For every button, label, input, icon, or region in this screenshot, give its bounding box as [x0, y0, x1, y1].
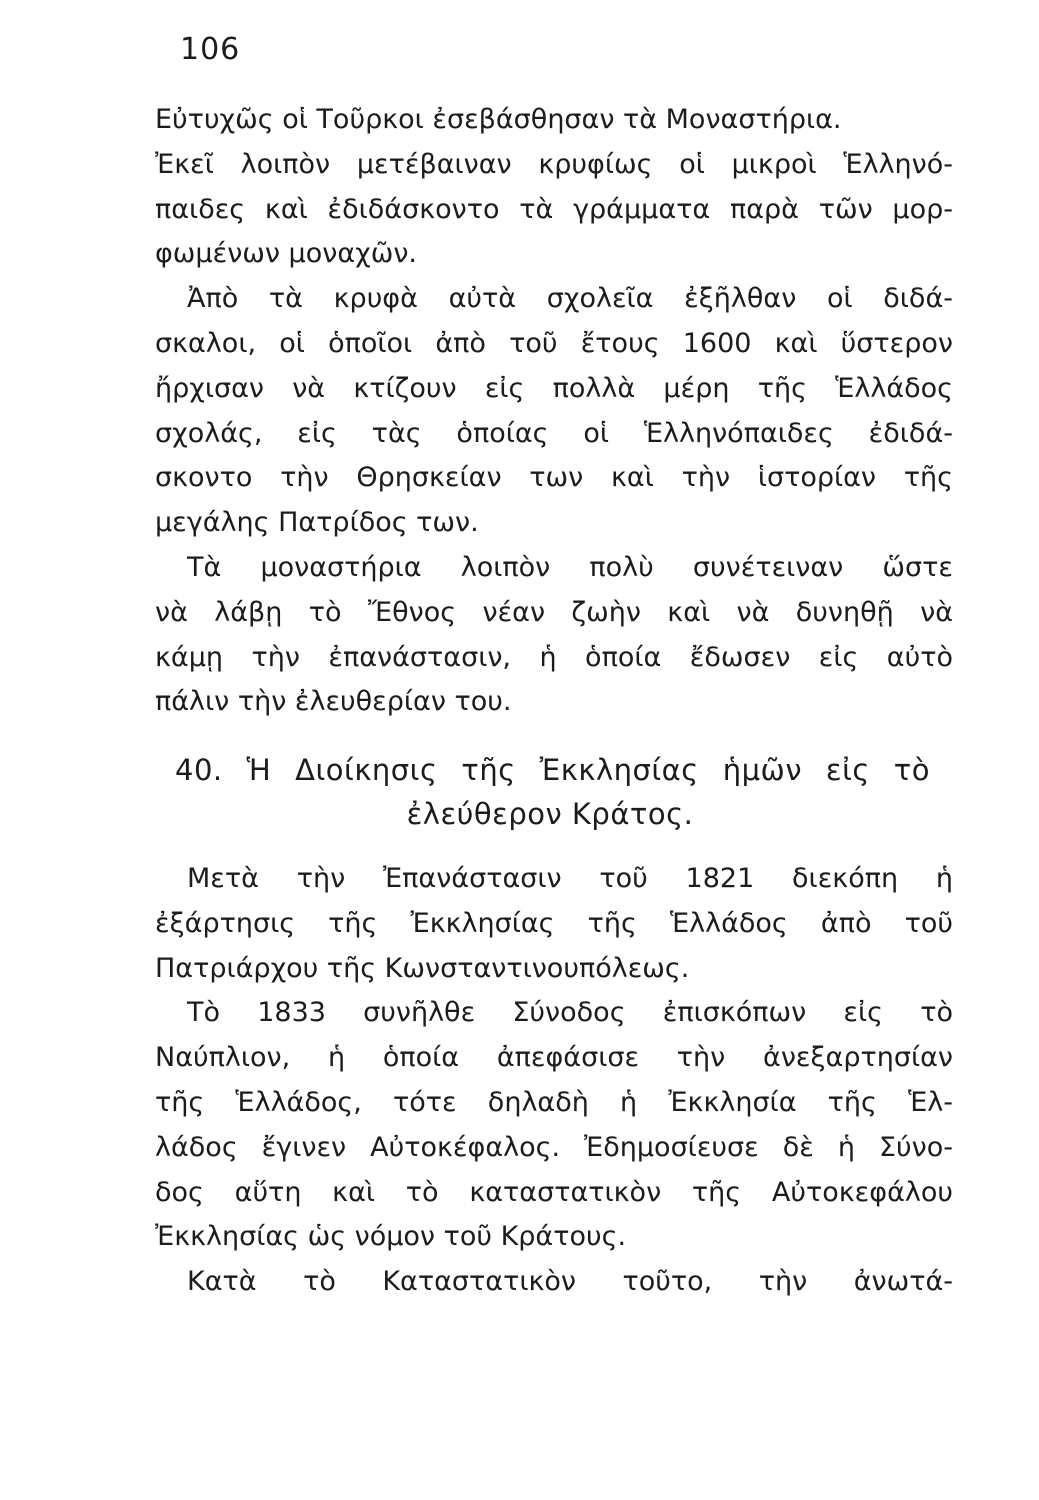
text-block-before-heading: [155, 98, 953, 725]
text-line: παιδες καὶ ἐδιδάσκοντο τὰ γράμματα παρὰ τῶν μορ-: [155, 193, 953, 225]
text-line: Πατριάρχου τῆς Κωνσταντινουπόλεως.: [155, 952, 690, 984]
text-line: μεγάλης Πατρίδος των.: [155, 507, 479, 539]
text-line: φωμένων μοναχῶν.: [155, 238, 417, 270]
text-line: Τὰ μοναστήρια λοιπὸν πολὺ συνέτειναν ὥστε: [187, 551, 953, 583]
paragraph: [155, 546, 953, 725]
paragraph: [155, 991, 953, 1260]
text-line: ἤρχισαν νὰ κτίζουν εἰς πολλὰ μέρη τῆς Ἑλλάδος: [155, 372, 953, 404]
text-line: Μετὰ τὴν Ἐπανάστασιν τοῦ 1821 διεκόπη ἡ: [187, 863, 953, 894]
text-line: λάδος ἔγινεν Αὐτοκέφαλος. Ἐδημοσίευσε δὲ ἡ Σύνο-: [155, 1131, 953, 1163]
text-line: Τὸ 1833 συνῆλθε Σύνοδος ἐπισκόπων εἰς τὸ: [187, 997, 953, 1029]
text-line: Εὐτυχῶς οἱ Τοῦρκοι ἐσεβάσθησαν τὰ Μοναστήρια.: [155, 104, 842, 135]
paragraph: [155, 857, 953, 991]
paragraph: [155, 277, 953, 546]
paragraph: [155, 98, 953, 143]
text-line: Ἀπὸ τὰ κρυφὰ αὐτὰ σχολεῖα ἐξῆλθαν οἱ διδά-: [187, 283, 953, 315]
page-number: 106: [180, 32, 241, 67]
text-line: Ναύπλιον, ἡ ὁποία ἀπεφάσισε τὴν ἀνεξαρτησίαν: [155, 1042, 953, 1074]
section-heading-line: 40. Ἡ Διοίκησις τῆς Ἐκκλησίας ἡμῶν εἰς τὸ: [175, 753, 930, 787]
paragraph: [155, 1260, 953, 1305]
text-block-after-heading: [155, 857, 953, 1305]
text-line: ἐξάρτησις τῆς Ἐκκλησίας τῆς Ἑλλάδος ἀπὸ τοῦ: [155, 907, 953, 939]
text-line: δος αὕτη καὶ τὸ καταστατικὸν τῆς Αὐτοκεφάλου: [155, 1176, 953, 1208]
text-line: σκαλοι, οἱ ὁποῖοι ἀπὸ τοῦ ἔτους 1600 καὶ ὕστερον: [155, 327, 953, 359]
text-line: Κατὰ τὸ Καταστατικὸν τοῦτο, τὴν ἀνωτά-: [187, 1266, 953, 1298]
text-line: κάμῃ τὴν ἐπανάστασιν, ἡ ὁποία ἔδωσεν εἰς αὐτὸ: [155, 641, 953, 673]
text-line: νὰ λάβῃ τὸ Ἔθνος νέαν ζωὴν καὶ νὰ δυνηθῇ νὰ: [155, 596, 953, 628]
text-line: Ἐκκλησίας ὡς νόμον τοῦ Κράτους.: [155, 1221, 627, 1253]
text-line: τῆς Ἑλλάδος, τότε δηλαδὴ ἡ Ἐκκλησία τῆς Ἑλ-: [155, 1086, 953, 1118]
section-heading-line: ἐλεύθερον Κράτος.: [406, 797, 694, 831]
text-line: Ἐκεῖ λοιπὸν μετέβαιναν κρυφίως οἱ μικροὶ Ἑλληνό-: [155, 148, 953, 180]
text-line: σχολάς, εἰς τὰς ὁποίας οἱ Ἑλληνόπαιδες ἐδιδά-: [155, 417, 953, 449]
text-line: πάλιν τὴν ἐλευθερίαν του.: [155, 686, 512, 718]
paragraph: [155, 143, 953, 277]
section-heading: [150, 748, 950, 836]
text-line: σκοντο τὴν Θρησκείαν των καὶ τὴν ἱστορίαν τῆς: [155, 462, 953, 494]
